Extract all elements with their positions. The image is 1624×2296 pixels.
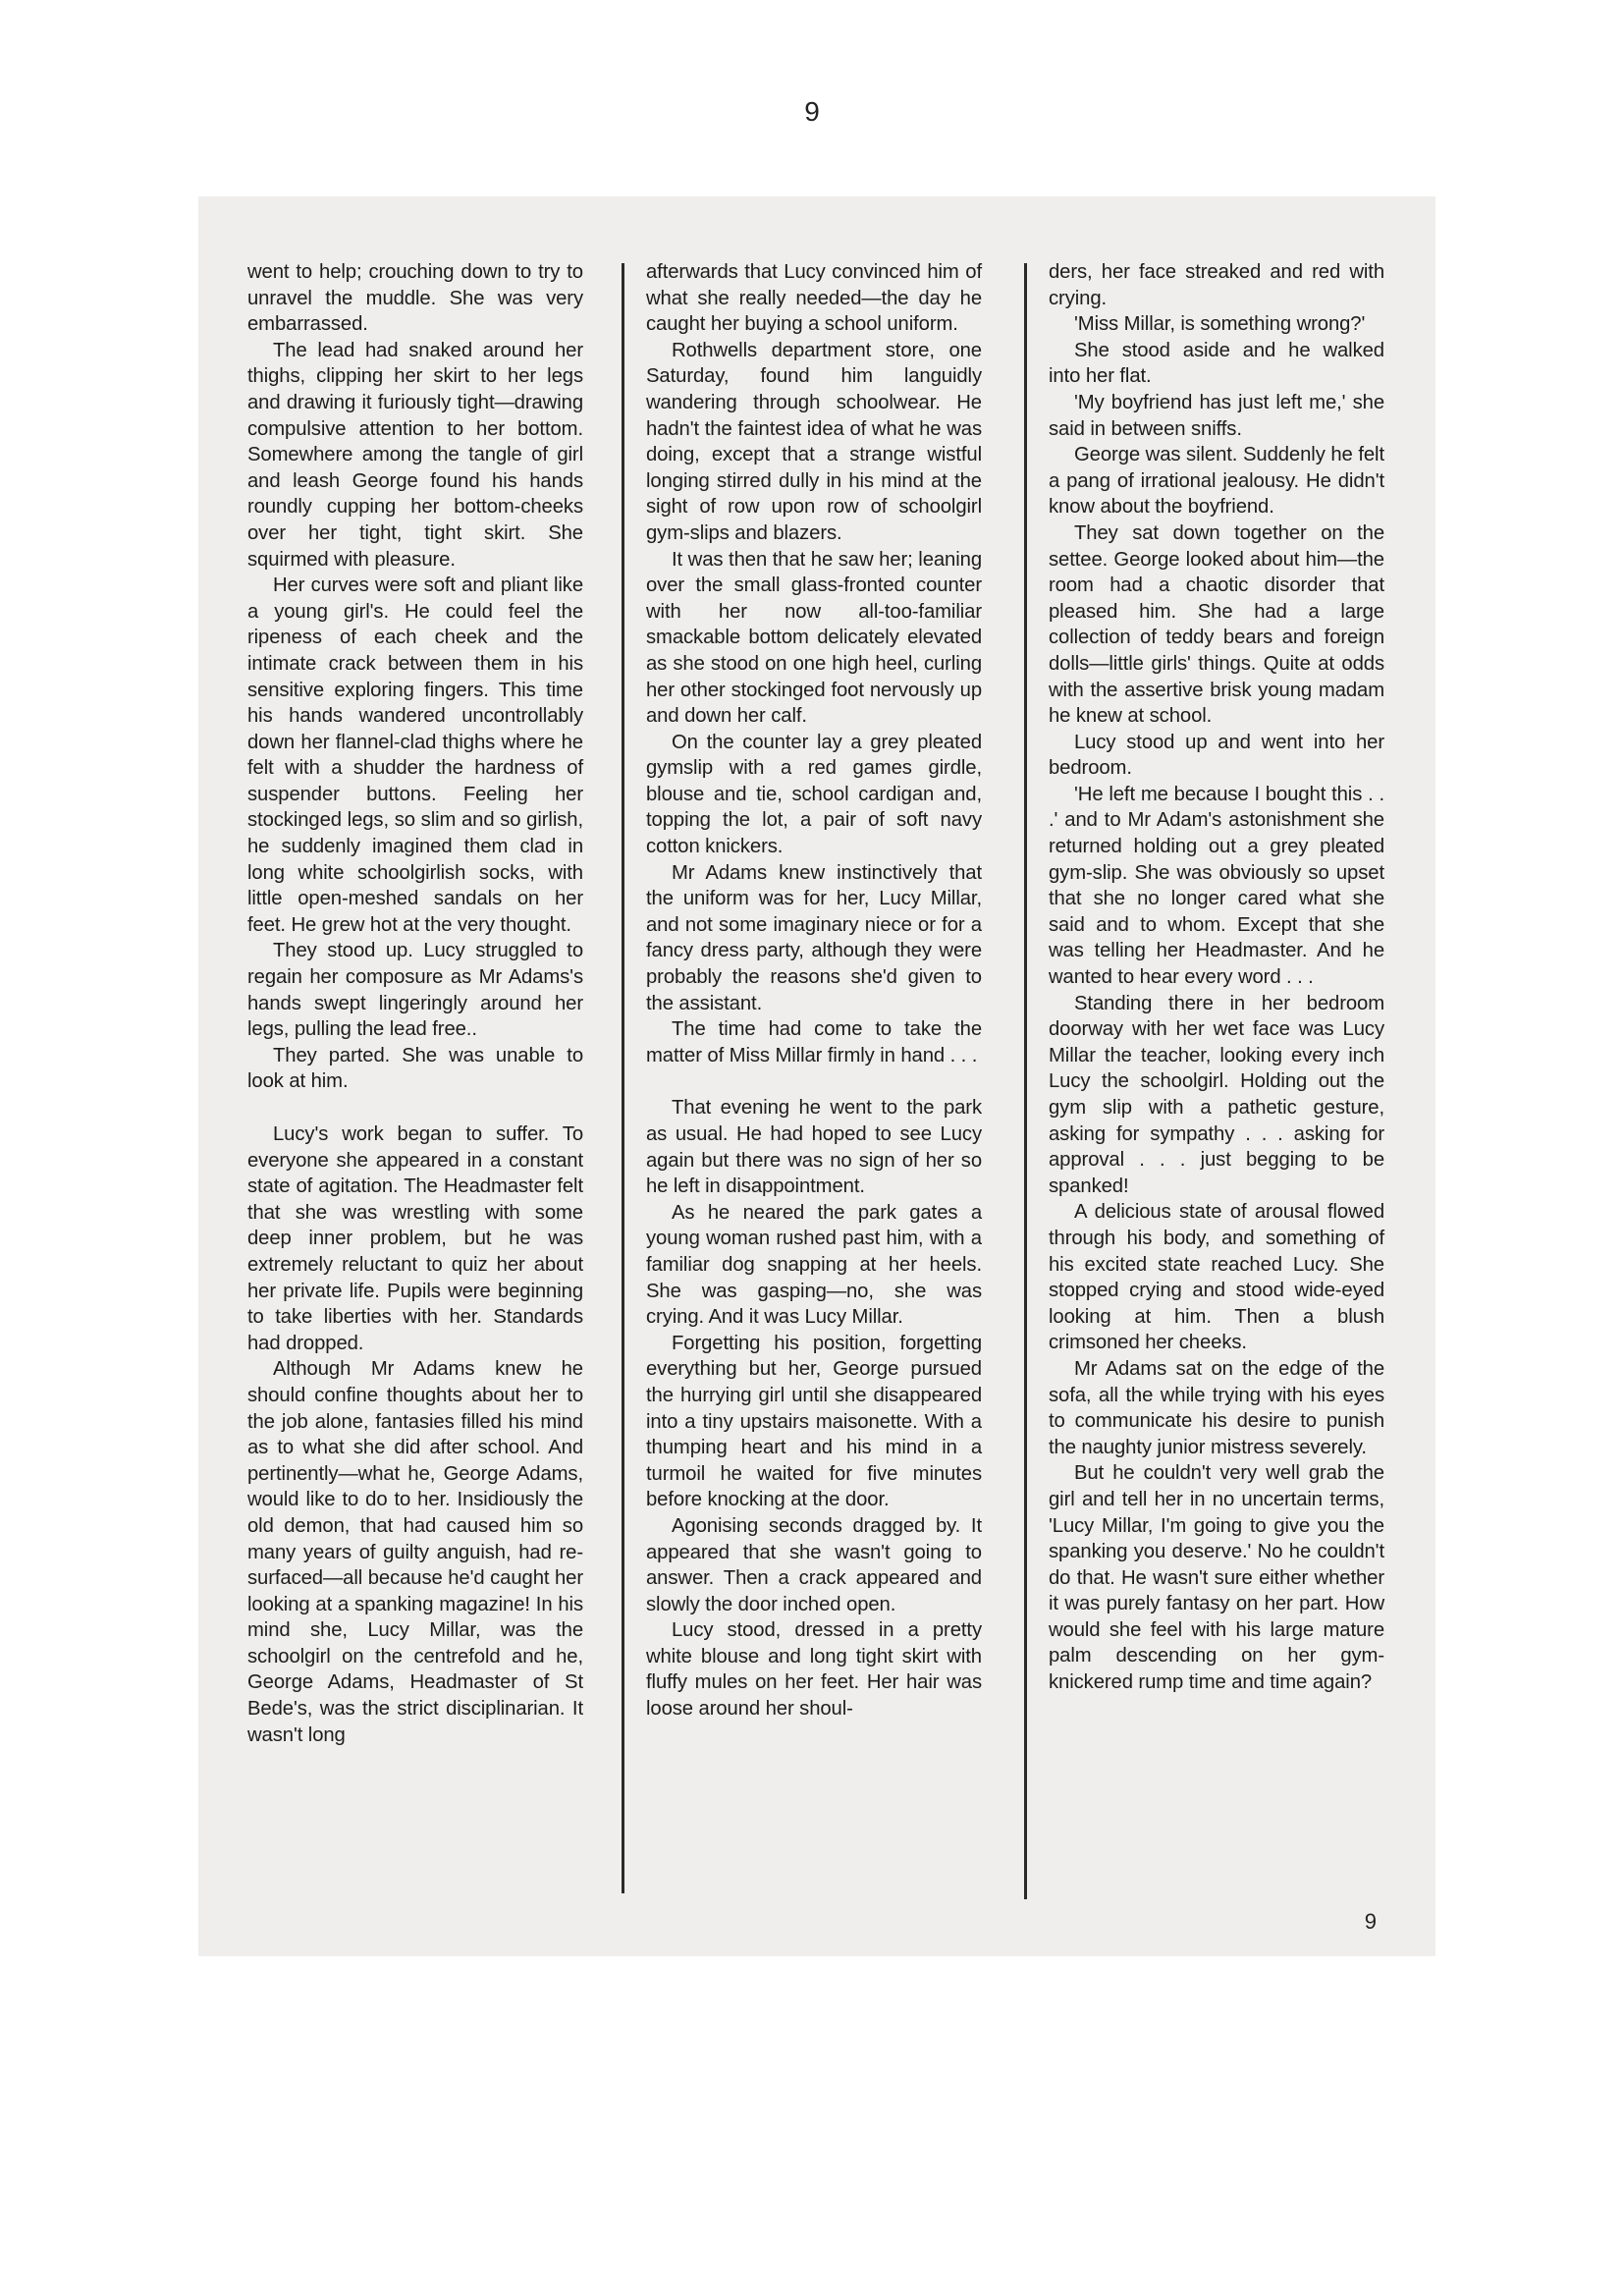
text-column-1 bbox=[247, 259, 583, 1748]
paragraph: Agonising seconds dragged by. It appeared that she wasn't going to answer. Then a crack appeared and slowly the door inched open. bbox=[646, 1514, 982, 1615]
column-divider bbox=[1024, 263, 1027, 1899]
paragraph: She stood aside and he walked into her flat. bbox=[1049, 339, 1384, 388]
page-number-top: 9 bbox=[804, 96, 820, 127]
scanned-magazine-page bbox=[198, 196, 1435, 1956]
paragraph: That evening he went to the park as usual. He had hoped to see Lucy again but there was no sign of her so he left in disappointment. bbox=[646, 1097, 982, 1198]
paragraph: They stood up. Lucy struggled to regain her composure as Mr Adams's hands swept lingeringly around her legs, pulling the lead free.. bbox=[247, 940, 583, 1041]
paragraph: As he neared the park gates a young woman rushed past him, with a familiar dog snapping at her heels. She was gasping—no, she was crying. And it was Lucy Millar. bbox=[646, 1201, 982, 1329]
paragraph: ders, her face streaked and red with crying. bbox=[1049, 261, 1384, 309]
column-divider bbox=[622, 263, 624, 1893]
paragraph: Forgetting his position, forgetting everything but her, George pursued the hurrying girl until she disappeared into a tiny upstairs maisonette. With a thumping heart and his mind in a turmoil he waited for five minutes before knocking at the door. bbox=[646, 1332, 982, 1511]
paragraph: The time had come to take the matter of Miss Millar firmly in hand . . . bbox=[646, 1018, 982, 1066]
paragraph: 'Miss Millar, is something wrong?' bbox=[1074, 313, 1366, 336]
text-column-2 bbox=[646, 259, 982, 1722]
paragraph: George was silent. Suddenly he felt a pang of irrational jealousy. He didn't know about the boyfriend. bbox=[1049, 444, 1384, 519]
paragraph: The lead had snaked around her thighs, clipping her skirt to her legs and drawing it furiously tight—drawing compulsive attention to her bottom. Somewhere among the tangle of girl and leash George found his hands roundly cupping her bottom-cheeks over her tight, tight skirt. She squirmed with pleasure. bbox=[247, 339, 583, 571]
paragraph: But he couldn't very well grab the girl and tell her in no uncertain terms, 'Lucy Millar, I'm going to give you the spanking you deserve.' No he couldn't do that. He wasn't sure either whether it was purely fantasy on her part. How would she feel with his large mature palm descending on her gym-knickered rump time and time again? bbox=[1049, 1462, 1384, 1694]
paragraph: 'He left me because I bought this . . .' and to Mr Adam's astonishment she returned holding out a grey pleated gym-slip. She was obviously so upset that she no longer cared what she said and to whom. Except that she was telling her Headmaster. And he wanted to hear every word . . . bbox=[1049, 783, 1384, 989]
paragraph: A delicious state of arousal flowed through his body, and something of his excited state reached Lucy. She stopped crying and stood wide-eyed looking at him. Then a blush crimsoned her cheeks. bbox=[1049, 1201, 1384, 1354]
paragraph: On the counter lay a grey pleated gymslip with a red games girdle, blouse and tie, school cardigan and, topping the lot, a pair of soft navy cotton knickers. bbox=[646, 731, 982, 858]
paragraph: Lucy stood, dressed in a pretty white blouse and long tight skirt with fluffy mules on her feet. Her hair was loose around her shoul- bbox=[646, 1619, 982, 1721]
paragraph: Standing there in her bedroom doorway with her wet face was Lucy Millar the teacher, looking every inch Lucy the schoolgirl. Holding out the gym slip with a pathetic gesture, asking for sympathy . . . asking for approval . . . just begging to be spanked! bbox=[1049, 992, 1384, 1197]
paragraph: afterwards that Lucy convinced him of what she really needed—the day he caught her buying a school uniform. bbox=[646, 261, 982, 336]
paragraph: Mr Adams knew instinctively that the uniform was for her, Lucy Millar, and not some imaginary niece or for a fancy dress party, although they were probably the reasons she'd given to the assistant. bbox=[646, 861, 982, 1014]
paragraph: 'My boyfriend has just left me,' she said in between sniffs. bbox=[1049, 391, 1384, 440]
paragraph: Mr Adams sat on the edge of the sofa, all the while trying with his eyes to communicate his desire to punish the naughty junior mistress severely. bbox=[1049, 1357, 1384, 1458]
paragraph: Lucy's work began to suffer. To everyone she appeared in a constant state of agitation. The Headmaster felt that she was wrestling with some deep inner problem, but he was extremely reluctant to quiz her about her private life. Pupils were beginning to take liberties with her. Standards had dropped. bbox=[247, 1123, 583, 1354]
text-column-3 bbox=[1049, 259, 1384, 1696]
paragraph: They parted. She was unable to look at him. bbox=[247, 1044, 583, 1093]
paragraph: Although Mr Adams knew he should confine thoughts about her to the job alone, fantasies filled his mind as to what she did after school. And pertinently—what he, George Adams, would like to do to her. Insidiously the old demon, that had caused him so many years of guilty anguish, had re-surfaced—all because he'd caught her looking at a spanking magazine! In his mind she, Lucy Millar, was the schoolgirl on the centrefold and he, George Adams, Headmaster of St Bede's, was the strict disciplinarian. It wasn't long bbox=[247, 1358, 583, 1746]
paragraph: They sat down together on the settee. George looked about him—the room had a chaotic disorder that pleased him. She had a large collection of teddy bears and foreign dolls—little girls' things. Quite at odds with the assertive brisk young madam he knew at school. bbox=[1049, 521, 1384, 728]
paragraph: Her curves were soft and pliant like a young girl's. He could feel the ripeness of each cheek and the intimate crack between them in his sensitive exploring fingers. This time his hands wandered uncontrollably down her flannel-clad thighs where he felt with a shudder the hardness of suspender buttons. Feeling her stockinged legs, so slim and so girlish, he suddenly imagined them clad in long white schoolgirlish socks, with little open-meshed sandals on her feet. He grew hot at the very thought. bbox=[247, 574, 583, 936]
paragraph: Lucy stood up and went into her bedroom. bbox=[1049, 731, 1384, 780]
page-folio: 9 bbox=[1364, 1909, 1377, 1934]
paragraph: It was then that he saw her; leaning over the small glass-fronted counter with her now all-too-familiar smackable bottom delicately elevated as she stood on one high heel, curling her other stockinged foot nervously up and down her calf. bbox=[646, 548, 982, 728]
paragraph: Rothwells department store, one Saturday, found him languidly wandering through schoolwear. He hadn't the faintest idea of what he was doing, except that a strange wistful longing stirred dully in his mind at the sight of row upon row of schoolgirl gym-slips and blazers. bbox=[646, 339, 982, 544]
paragraph: went to help; crouching down to try to unravel the muddle. She was very embarrassed. bbox=[247, 261, 583, 336]
